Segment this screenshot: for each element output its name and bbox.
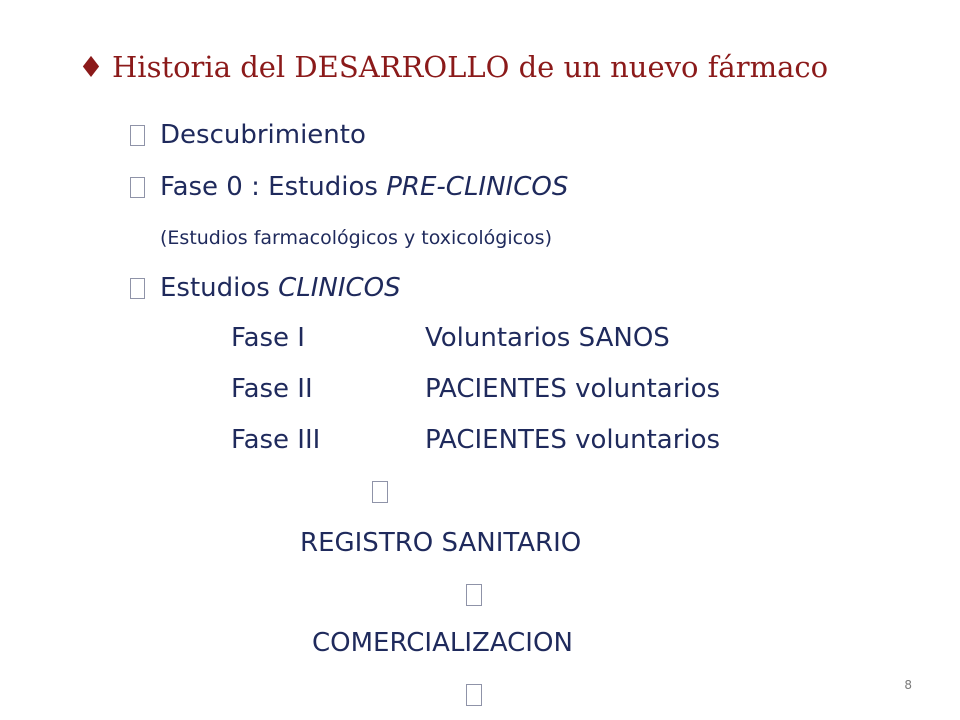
item-fase-0 — [130, 172, 568, 202]
phase-row — [231, 425, 720, 455]
item-clinicos-prefix: Estudios — [160, 273, 279, 303]
item-fase-0-subtext: (Estudios farmacológicos y toxicológicos) — [160, 227, 552, 249]
registro-sanitario-text: REGISTRO SANITARIO — [300, 528, 582, 558]
square-arrow-icon — [466, 684, 482, 706]
item-clinicos-emphasis: CLINICOS — [278, 273, 401, 303]
item-descubrimiento — [130, 120, 366, 150]
square-bullet-icon — [130, 278, 145, 299]
item-fase-0-prefix: Fase 0 : Estudios — [160, 172, 387, 202]
slide-title-text: Historia del DESARROLLO de un nuevo fármaco — [112, 50, 829, 84]
square-arrow-icon — [466, 584, 482, 606]
square-arrow-icon — [372, 481, 388, 503]
item-fase-0-text — [160, 172, 568, 202]
square-bullet-icon — [130, 125, 145, 146]
diamond-bullet-icon: ♦ — [78, 50, 104, 84]
phase-row — [231, 323, 670, 353]
item-fase-0-emphasis: PRE-CLINICOS — [386, 172, 569, 202]
item-clinicos-text — [160, 273, 401, 303]
slide-title — [78, 50, 828, 84]
phase-row — [231, 374, 720, 404]
phase-label: Fase II — [231, 374, 313, 404]
phase-label: Fase III — [231, 425, 321, 455]
item-estudios-clinicos — [130, 273, 401, 303]
comercializacion-text: COMERCIALIZACION — [312, 628, 573, 658]
square-bullet-icon — [130, 177, 145, 198]
phase-description: Voluntarios SANOS — [425, 323, 670, 353]
item-descubrimiento-text: Descubrimiento — [160, 120, 366, 150]
page-number: 8 — [904, 678, 912, 692]
phase-description: PACIENTES voluntarios — [425, 374, 721, 404]
phase-description: PACIENTES voluntarios — [425, 425, 721, 455]
phase-label: Fase I — [231, 323, 305, 353]
